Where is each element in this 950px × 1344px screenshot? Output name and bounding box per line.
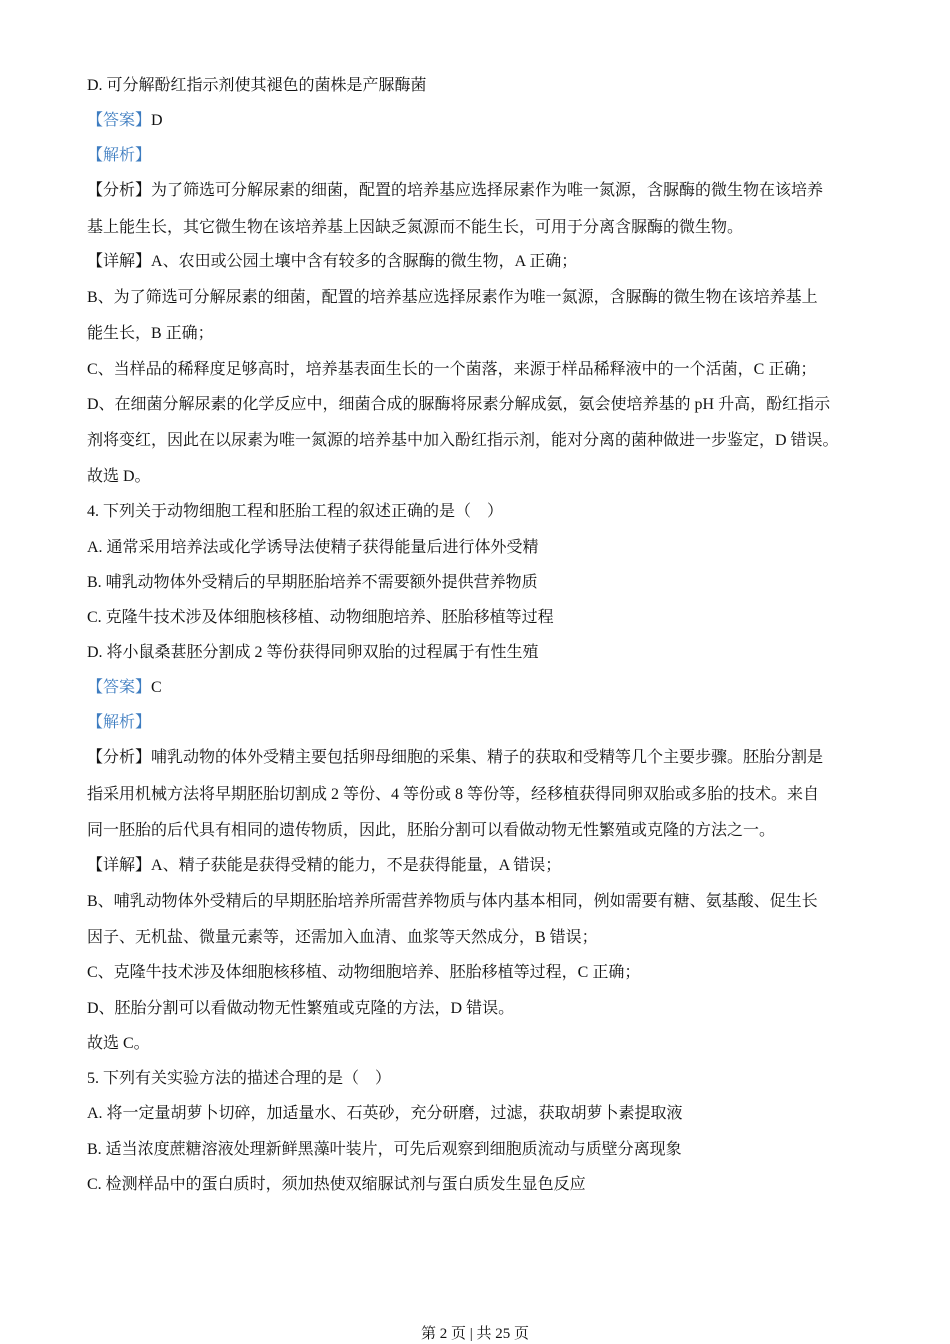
text-line (87, 111, 163, 131)
text-line (87, 467, 151, 487)
line-text: A、农田或公园土壤中含有较多的含脲酶的微生物，A 正确； (151, 253, 578, 270)
text-line (87, 76, 427, 96)
page-footer: 第 2 页 | 共 25 页 (420, 1326, 529, 1342)
text-line (87, 643, 539, 663)
line-text: 同一胚胎的后代具有相同的遗传物质，因此，胚胎分割可以看做动物无性繁殖或克隆的方法之一。 (87, 822, 776, 839)
line-text: A. 通常采用培养法或化学诱导法使精子获得能量后进行体外受精 (87, 539, 539, 556)
text-line (87, 678, 162, 698)
text-line (87, 1175, 586, 1195)
text-line (87, 431, 839, 451)
text-line (87, 360, 816, 380)
text-line (87, 785, 819, 805)
line-text: 能生长，B 正确； (87, 325, 214, 342)
text-line (87, 821, 775, 841)
text-line (87, 1104, 683, 1124)
line-text: 因子、无机盐、微量元素等，还需加入血清、血浆等天然成分，B 错误； (87, 929, 598, 946)
text-line (87, 892, 818, 912)
section-label: 【答案】 (87, 112, 152, 129)
line-text: 哺乳动物的体外受精主要包括卵母细胞的采集、精子的获取和受精等几个主要步骤。胚胎分割是 (151, 749, 824, 766)
text-line (87, 963, 640, 983)
text-line (87, 856, 561, 876)
text-line (87, 395, 830, 415)
section-label: 【分析】 (87, 182, 152, 199)
section-label: 【分析】 (87, 749, 152, 766)
text-line (87, 218, 743, 238)
line-text: D、在细菌分解尿素的化学反应中，细菌合成的脲酶将尿素分解成氨，氨会使培养基的 pH 升高，酚红指示 (87, 396, 831, 413)
line-text: B. 哺乳动物体外受精后的早期胚胎培养不需要额外提供营养物质 (87, 574, 538, 591)
text-line (87, 288, 818, 308)
line-text: B、为了筛选可分解尿素的细菌，配置的培养基应选择尿素作为唯一氮源，含脲酶的微生物在该培养基上 (87, 289, 818, 306)
line-text: C、当样品的稀释度足够高时，培养基表面生长的一个菌落，来源于样品稀释液中的一个活菌，C 正确； (87, 361, 817, 378)
line-text: A、精子获能是获得受精的能力，不是获得能量，A 错误； (151, 857, 562, 874)
line-text: A. 将一定量胡萝卜切碎，加适量水、石英砂，充分研磨，过滤，获取胡萝卜素提取液 (87, 1105, 683, 1122)
text-line (87, 608, 554, 628)
line-text: C (151, 679, 162, 696)
text-line (87, 1069, 391, 1089)
text-line (87, 1140, 682, 1160)
text-line (87, 573, 538, 593)
text-line (87, 252, 577, 272)
text-line (87, 146, 151, 166)
text-line (87, 538, 539, 558)
line-text: D、胚胎分割可以看做动物无性繁殖或克隆的方法，D 错误。 (87, 1000, 515, 1017)
text-line (87, 1034, 150, 1054)
text-line (87, 324, 214, 344)
line-text: C. 检测样品中的蛋白质时，须加热使双缩脲试剂与蛋白质发生显色反应 (87, 1176, 586, 1193)
text-line (87, 748, 823, 768)
line-text: C、克隆牛技术涉及体细胞核移植、动物细胞培养、胚胎移植等过程，C 正确； (87, 964, 641, 981)
section-label: 【解析】 (87, 714, 152, 731)
line-text: D. 可分解酚红指示剂使其褪色的菌株是产脲酶菌 (87, 77, 427, 94)
text-line (87, 999, 514, 1019)
line-text: 基上能生长，其它微生物在该培养基上因缺乏氮源而不能生长，可用于分离含脲酶的微生物。 (87, 219, 744, 236)
section-label: 【答案】 (87, 679, 152, 696)
text-line (87, 181, 823, 201)
line-text: 故选 D。 (87, 468, 151, 485)
line-text: B. 适当浓度蔗糖溶液处理新鲜黑藻叶装片，可先后观察到细胞质流动与质壁分离现象 (87, 1141, 682, 1158)
line-text: 指采用机械方法将早期胚胎切割成 2 等份、4 等份或 8 等份等，经移植获得同卵双胎或多胎的技术。来自 (87, 786, 820, 803)
section-label: 【详解】 (87, 253, 152, 270)
line-text: 为了筛选可分解尿素的细菌，配置的培养基应选择尿素作为唯一氮源，含脲酶的微生物在该培养 (151, 182, 824, 199)
section-label: 【详解】 (87, 857, 152, 874)
section-label: 【解析】 (87, 147, 152, 164)
line-text: 5. 下列有关实验方法的描述合理的是（ ） (87, 1070, 392, 1087)
text-line (87, 713, 151, 733)
text-line (87, 502, 503, 522)
text-line (87, 928, 598, 948)
line-text: 故选 C。 (87, 1035, 150, 1052)
line-text: 剂将变红，因此在以尿素为唯一氮源的培养基中加入酚红指示剂，能对分离的菌种做进一步鉴定，D 错误。 (87, 432, 839, 449)
line-text: D (151, 112, 163, 129)
line-text: 4. 下列关于动物细胞工程和胚胎工程的叙述正确的是（ ） (87, 503, 504, 520)
line-text: D. 将小鼠桑葚胚分割成 2 等份获得同卵双胎的过程属于有性生殖 (87, 644, 539, 661)
line-text: B、哺乳动物体外受精后的早期胚胎培养所需营养物质与体内基本相同，例如需要有糖、氨基酸、促生长 (87, 893, 818, 910)
line-text: C. 克隆牛技术涉及体细胞核移植、动物细胞培养、胚胎移植等过程 (87, 609, 554, 626)
